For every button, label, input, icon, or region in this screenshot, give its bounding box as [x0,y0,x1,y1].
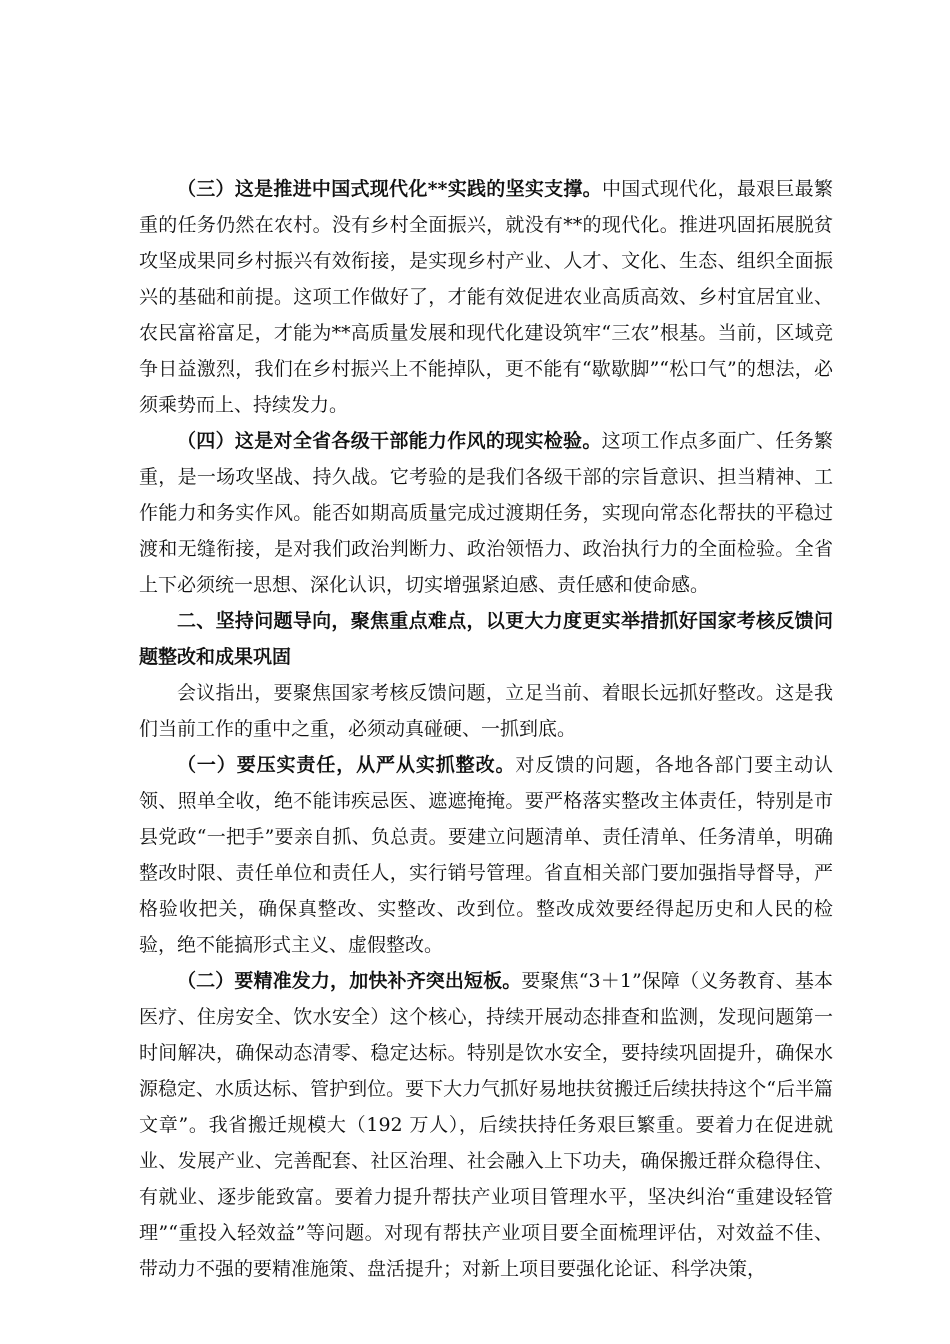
paragraph-four-body: 这项工作点多面广、任务繁重，是一场攻坚战、持久战。它考验的是我们各级干部的宗旨意识、担当精神、工作能力和务实作风。能否如期高质量完成过渡期任务，实现向常态化帮扶的平稳过渡和无缝衔接，是对我们政治判断力、政治领悟力、政治执行力的全面检验。全省上下必须统一思想、深化认识，切实增强紧迫感、责任感和使命感。 [139,430,833,596]
subsection-two [139,963,833,1287]
subsection-one-lead: （一）要压实责任，从严从实抓整改。 [177,754,516,776]
subsection-one [139,747,833,963]
section-heading: 二、坚持问题导向，聚焦重点难点，以更大力度更实举措抓好国家考核反馈问题整改和成果巩固 [139,610,833,668]
paragraph-four [139,423,833,603]
paragraph-three-body: 中国式现代化，最艰巨最繁重的任务仍然在农村。没有乡村全面振兴，就没有**的现代化。推进巩固拓展脱贫攻坚成果同乡村振兴有效衔接，是实现乡村产业、人才、文化、生态、组织全面振兴的基础和前提。这项工作做好了，才能有效促进农业高质高效、乡村宜居宜业、农民富裕富足，才能为**高质量发展和现代化建设筑牢“三农”根基。当前，区域竞争日益激烈，我们在乡村振兴上不能掉队，更不能有“歇歇脚”“松口气”的想法，必须乘势而上、持续发力。 [139,178,833,416]
subsection-two-lead: （二）要精准发力，加快补齐突出短板。 [177,970,522,992]
paragraph-three [139,171,833,423]
subsection-one-body: 对反馈的问题，各地各部门要主动认领、照单全收，绝不能讳疾忌医、遮遮掩掩。要严格落实整改主体责任，特别是市县党政“一把手”要亲自抓、负总责。要建立问题清单、责任清单、任务清单，明确整改时限、责任单位和责任人，实行销号管理。省直相关部门要加强指导督导，严格验收把关，确保真整改、实整改、改到位。整改成效要经得起历史和人民的检验，绝不能搞形式主义、虚假整改。 [139,754,833,956]
document-body [139,171,833,1287]
paragraph-three-lead: （三）这是推进中国式现代化**实践的坚实支撑。 [177,178,602,200]
section-intro: 会议指出，要聚焦国家考核反馈问题，立足当前、着眼长远抓好整改。这是我们当前工作的重中之重，必须动真碰硬、一抓到底。 [139,682,833,740]
subsection-two-body: 要聚焦“3＋1”保障（义务教育、基本医疗、住房安全、饮水安全）这个核心，持续开展动态排查和监测，发现问题第一时间解决，确保动态清零、稳定达标。特别是饮水安全，要持续巩固提升，确保水源稳定、水质达标、管护到位。要下大力气抓好易地扶贫搬迁后续扶持这个“后半篇文章”。我省搬迁规模大（192 万人），后续扶持任务艰巨繁重。要着力在促进就业、发展产业、完善配套、社区治理、社会融入上下功夫，确保搬迁群众稳得住、有就业、逐步能致富。要着力提升帮扶产业项目管理水平，坚决纠治“重建设轻管理”“重投入轻效益”等问题。对现有帮扶产业项目要全面梳理评估，对效益不佳、带动力不强的要精准施策、盘活提升；对新上项目要强化论证、科学决策， [139,970,833,1280]
paragraph-four-lead: （四）这是对全省各级干部能力作风的现实检验。 [177,430,602,452]
